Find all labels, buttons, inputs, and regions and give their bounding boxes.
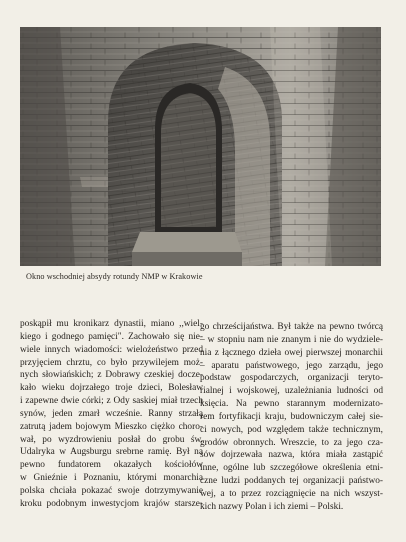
text-line: czne ludzi poddanych tej organizacji państwo- — [200, 476, 383, 487]
text-line: przyjęciem chrztu, co było przywilejem moż- — [20, 357, 203, 368]
text-line: – aparatu państwowego, jego zarządu, jego — [200, 360, 383, 371]
text-line: inne, ogólne lub szczegółowe określenia etni- — [200, 463, 383, 474]
text-line: wiele innych wiadomości: wielożeństwo przed — [20, 344, 203, 355]
text-line: sów dojrzewała nazwa, która miała zastąpić — [200, 450, 383, 461]
text-line: i zapewne dwie córki; z Ody saskiej miał trzech — [20, 396, 203, 407]
text-line: poskąpił mu kronikarz dynastii, miano ,,wiel- — [20, 319, 203, 329]
text-line-last: kich nazwy Polan i ich ziemi – Polski. — [200, 501, 344, 512]
text-line: go chrześcijaństwa. Był także na pewno twórcą — [200, 322, 383, 332]
stone-window-image — [20, 27, 381, 266]
text-line: kroku podobnym inwestycjom krajów starsze- — [20, 498, 203, 509]
text-line: rialnej i wojskowej, uzależniania ludności od — [200, 386, 383, 397]
text-line: kało wieku dojrzałego troje dzieci, Bolesław — [20, 383, 203, 394]
text-line: podstaw gospodarczych, organizacji teryto- — [200, 373, 383, 384]
figure-photo-window — [20, 27, 381, 266]
text-line: – w stopniu nam nie znanym i nie do wydziele- — [200, 334, 383, 345]
text-line: zatrutą jadem bojowym Mieszko ciężko choro- — [20, 421, 203, 432]
text-line: nych słowiańskich; z Dobrawy czeskiej docze- — [20, 370, 203, 381]
text-column-left — [20, 318, 203, 511]
text-line: nia z łącznego dzieła owej pierwszej monarchii — [200, 347, 383, 358]
text-line: pewno fundatorem okazałych kościołów — [20, 460, 203, 471]
text-line: wał, po wyzdrowieniu posłał do grobu św. — [20, 434, 203, 445]
text-line: kiego i godnego pamięci". Zachowało się nie- — [20, 331, 203, 342]
text-line: księcia. Na pewno starannym modernizato- — [200, 399, 383, 410]
text-line: grodów obronnych. Wreszcie, to za jego cza- — [200, 437, 383, 448]
text-line: ci nowych, pod względem także technicznym, — [200, 424, 383, 435]
text-line: rem fortyfikacji kraju, budowniczym całej sie- — [200, 411, 383, 422]
text-column-right — [200, 321, 383, 514]
text-line: wej, a to przez rozciągnięcie na nich wszyst- — [200, 488, 383, 499]
text-line: synów, jeden zmarł wcześnie. Ranny strzałą — [20, 408, 203, 419]
text-line: Udalryka w Augsburgu srebrne ramię. Był na — [20, 447, 203, 458]
text-line: w Gnieźnie i Poznaniu, którymi monarchia — [20, 473, 203, 484]
text-line: polska chciała pokazać swoje dotrzymywanie — [20, 485, 203, 496]
figure-caption: Okno wschodniej absydy rotundy NMP w Krakowie — [26, 272, 203, 281]
